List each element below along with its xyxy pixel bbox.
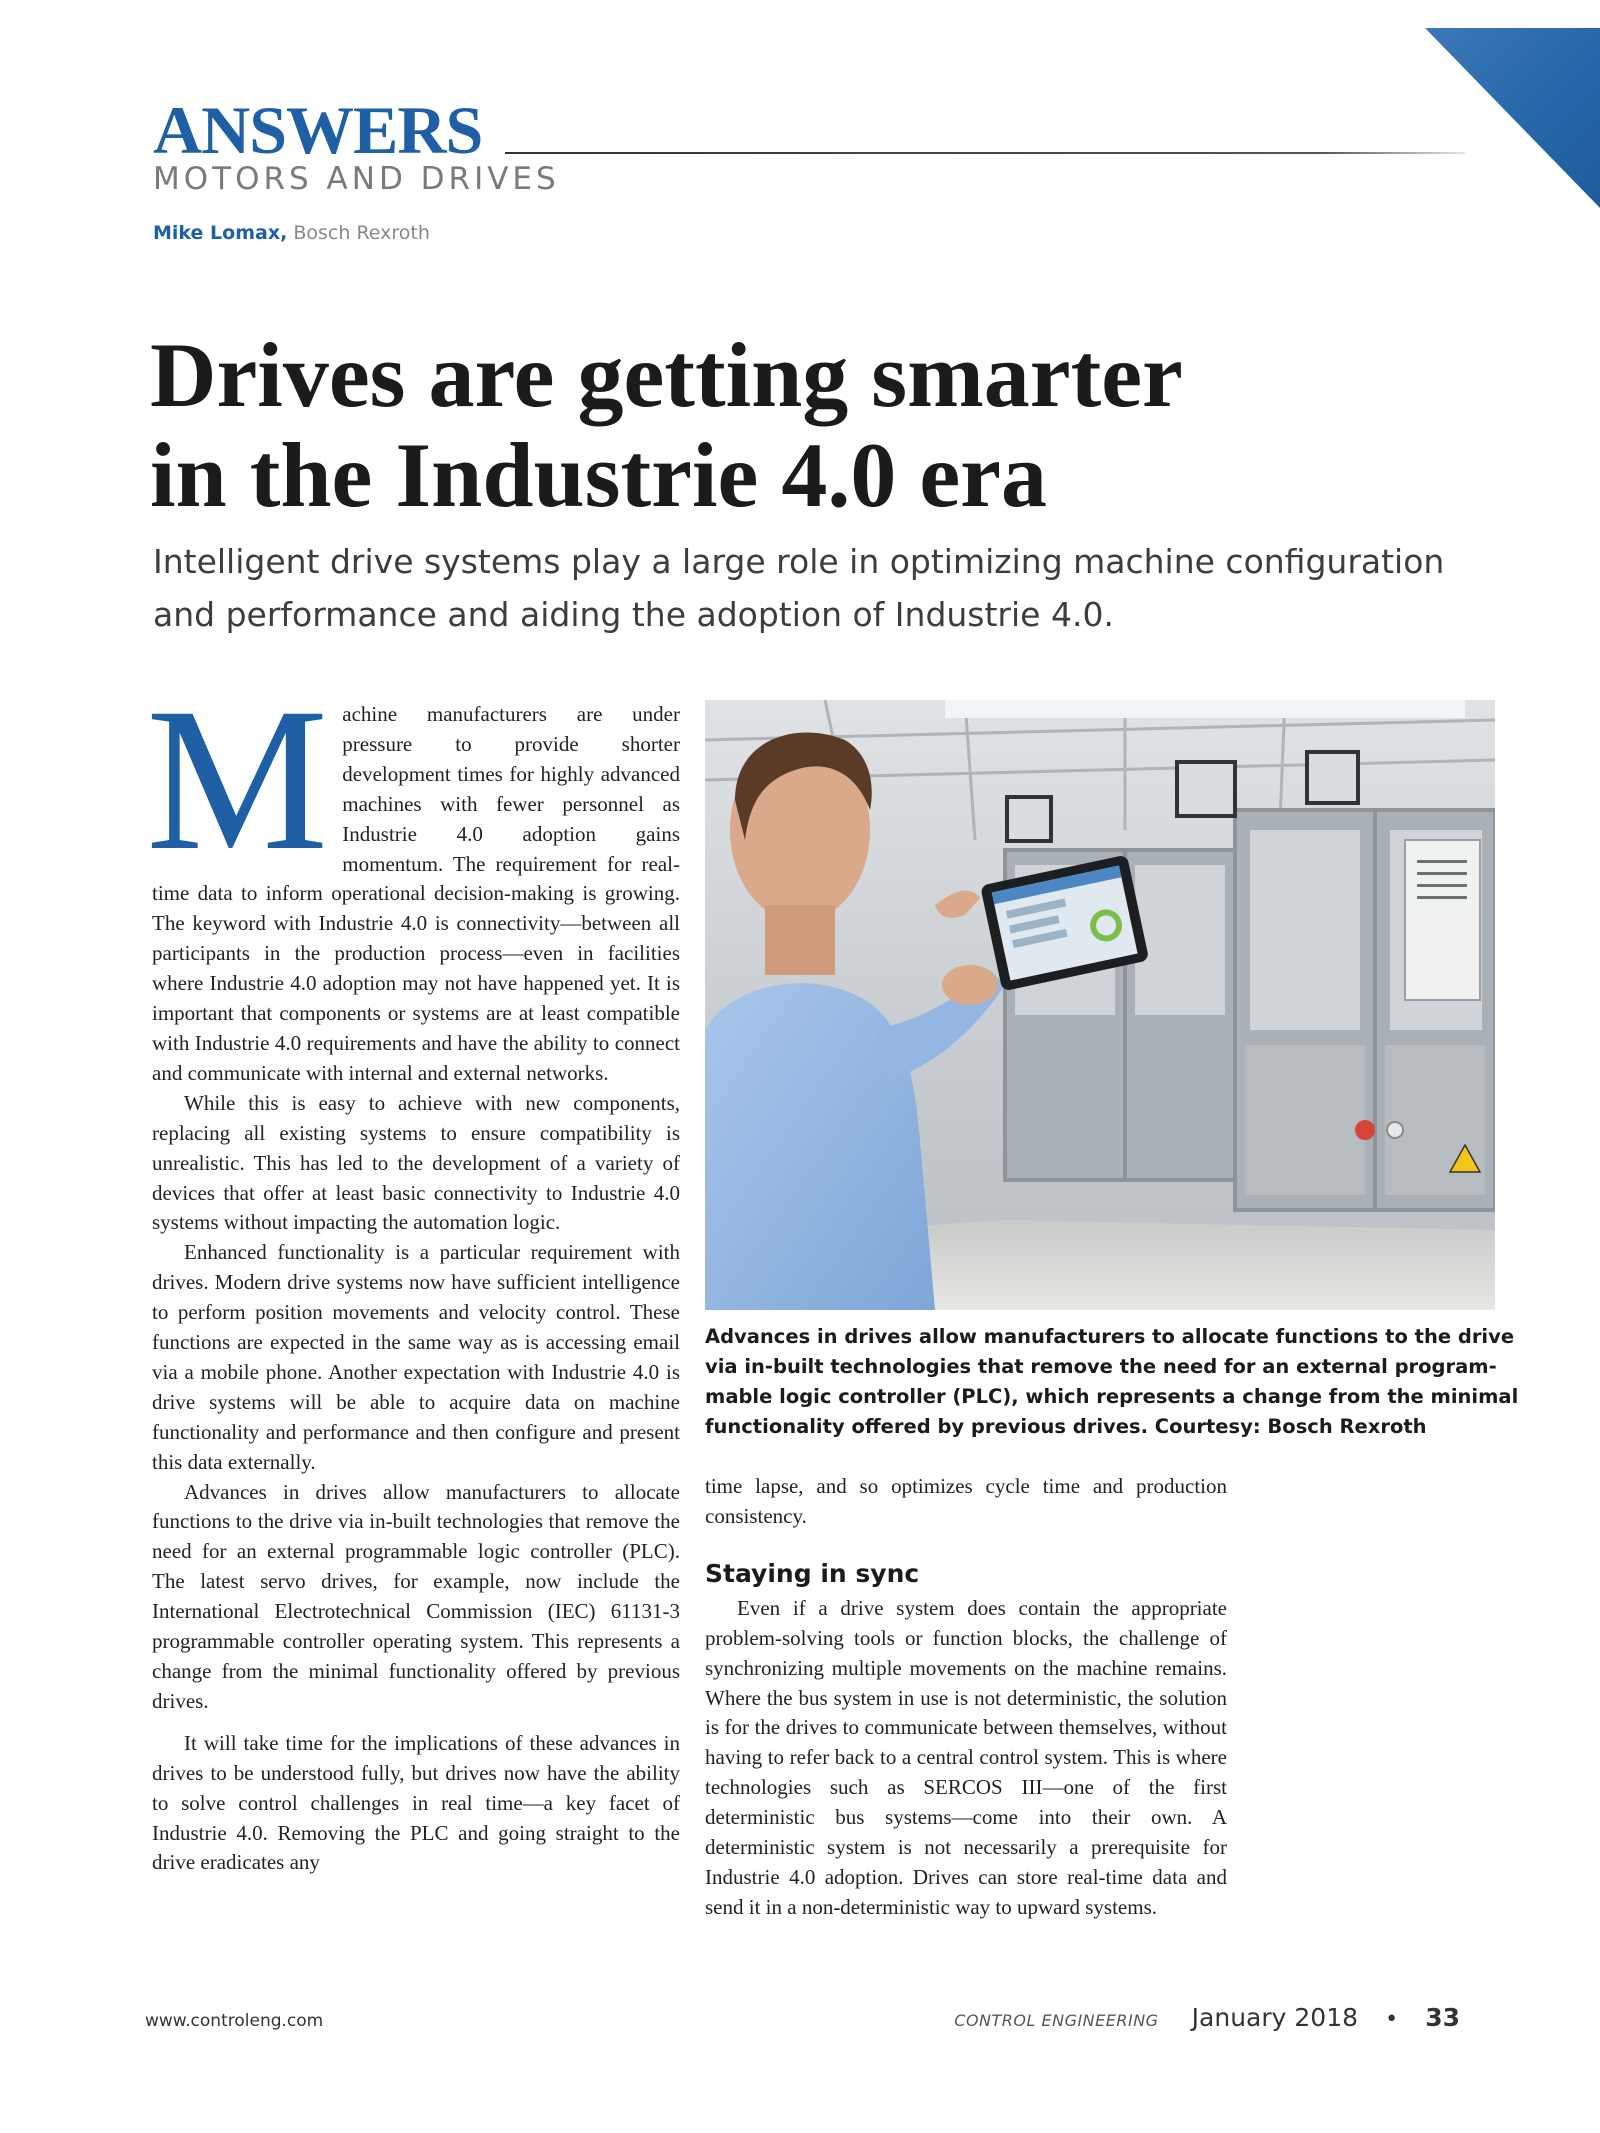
issue-date: January 2018 (1191, 2003, 1359, 2032)
caption-line: Advances in drives allow manufacturers to allocate functions to the drive (705, 1325, 1515, 1348)
author-company: Bosch Rexroth (293, 222, 430, 244)
corner-accent-triangle (1425, 28, 1600, 208)
body-paragraph: It will take time for the implications of these advances in drives to be understood fully, but drives now have the ability to solve control challenges in real time—a key facet of Industrie 4.0. Removing the PLC and going straight to the drive eradicates any (152, 1730, 680, 1875)
factory-engineer-tablet-photo (705, 700, 1495, 1310)
byline (153, 224, 430, 243)
footer-separator: • (1385, 2007, 1399, 2032)
footer-issue-info (954, 2003, 1460, 2032)
caption-line: functionality offered by previous drives. Courtesy: Bosch Rexroth (705, 1415, 1427, 1438)
headline-line: Drives are getting smarter (150, 324, 1183, 426)
caption-line: via in-built technologies that remove the need for an external program- (705, 1355, 1497, 1378)
paragraph-text: achine manufacturers are under pressure to provide shorter development times for highly advanced machines with fewer personnel as Industrie 4.0 adoption gains momentum. The requirement for real-time data to inform operational decision-making is growing. The keyword with Industrie 4.0 is connectivity—between all participants in the production process—even in facilities where Industrie 4.0 adoption may not have happened yet. It is important that components or systems are at least compatible with Industrie 4.0 requirements and have the ability to connect and communicate with internal and external networks. (152, 702, 680, 1085)
section-subhead: Staying in sync (705, 1558, 920, 1588)
left-column (146, 666, 680, 1878)
section-rule (505, 152, 1465, 154)
drop-cap: M (146, 666, 329, 893)
footer-website: www.controleng.com (145, 2011, 324, 2031)
page-number: 33 (1425, 2003, 1460, 2032)
section-label: ANSWERS (153, 92, 483, 168)
body-paragraph: While this is easy to achieve with new components, replacing all existing systems to ensure compatibility is unrealistic. This has led to the development of a variety of devices that offer at least basic connectivity to Industrie 4.0 systems without impacting the automation logic. (152, 1090, 680, 1235)
deck-line: and performance and aiding the adoption of Industrie 4.0. (153, 595, 1114, 634)
deck-line: Intelligent drive systems play a large role in optimizing machine configuration (153, 542, 1445, 581)
article-deck (153, 535, 1473, 641)
body-paragraph: time lapse, and so optimizes cycle time and production consistency. (705, 1474, 1227, 1528)
body-paragraph: Even if a drive system does contain the appropriate problem-solving tools or function blocks, the challenge of synchronizing multiple movements on the machine remains. Where the bus system in use is not deterministic, the solution is for the drives to communicate between themselves, without having to refer back to a central control system. This is where technologies such as SERCOS III—one of the first deterministic bus systems—come into their own. A deterministic system is not necessarily a prerequisite for Industrie 4.0 adoption. Drives can store real-time data and send it in a non-deterministic way to upward systems. (705, 1595, 1227, 1919)
body-paragraph: Enhanced functionality is a particular requirement with drives. Modern drive systems now have sufficient intelligence to perform position movements and velocity control. These functions are expected in the same way as is accessing email via a mobile phone. Another expectation with Industrie 4.0 is drive systems will be able to acquire data on machine functionality and performance and then configure and present this data externally. (152, 1240, 680, 1474)
article-photo (705, 700, 1495, 1310)
headline-line: in the Industrie 4.0 era (150, 424, 1047, 526)
caption-line: mable logic controller (PLC), which represents a change from the minimal (705, 1385, 1519, 1408)
right-column (705, 1472, 1227, 1923)
section-subtitle: MOTORS AND DRIVES (153, 161, 560, 197)
photo-caption (705, 1322, 1519, 1442)
magazine-name: CONTROL ENGINEERING (954, 2011, 1159, 2030)
body-paragraph: Advances in drives allow manufacturers to allocate functions to the drive via in-built technologies that remove the need for an external programmable logic controller (PLC). The latest servo drives, for example, now include the International Electrotechnical Commission (IEC) 61131-3 programmable controller operating system. This represents a change from the minimal functionality offered by previous drives. (152, 1479, 680, 1713)
body-paragraph (146, 666, 680, 1089)
author-name: Mike Lomax, (153, 222, 288, 244)
article-headline (150, 325, 1450, 525)
